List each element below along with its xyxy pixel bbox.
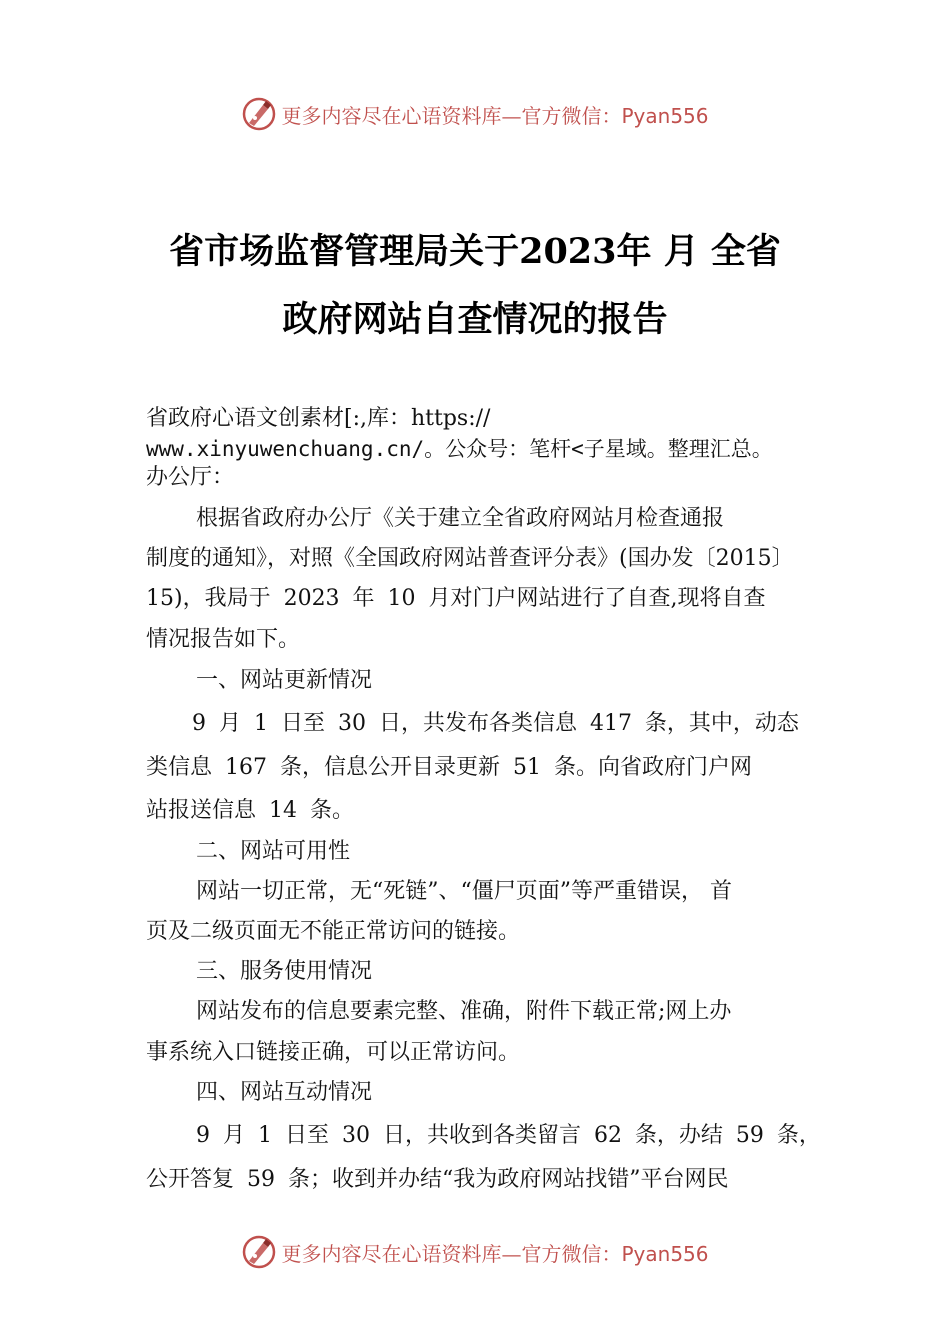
pen-logo-icon bbox=[241, 1234, 277, 1270]
intro-line4: 情况报告如下。 bbox=[146, 627, 301, 652]
intro-line2: 制度的通知》，对照《全国政府网站普查评分表》(国办发〔2015〕 bbox=[146, 546, 794, 571]
paragraph-line: 事系统入口链接正确，可以正常访问。 bbox=[146, 1040, 521, 1065]
pen-logo-icon bbox=[241, 96, 277, 132]
paragraph-line: 网站发布的信息要素完整、准确，附件下载正常;网上办 bbox=[196, 999, 732, 1024]
intro-line1: 根据省政府办公厅《关于建立全省政府网站月检查通报 bbox=[196, 506, 725, 531]
paragraph-line: 页及二级页面无不能正常访问的链接。 bbox=[146, 919, 521, 944]
document-title-line2: 政府网站自查情况的报告 bbox=[282, 299, 668, 340]
paragraph-line: 9 月 1 日至 30 日，共发布各类信息 417 条，其中，动态 bbox=[192, 711, 799, 736]
paragraph-line: 站报送信息 14 条。 bbox=[146, 798, 354, 823]
section-heading: 三、服务使用情况 bbox=[196, 959, 373, 984]
header-watermark bbox=[0, 94, 950, 134]
section-heading: 二、网站可用性 bbox=[196, 839, 351, 864]
paragraph-line: 网站一切正常，无“死链”、“僵尸页面”等严重错误， 首 bbox=[196, 879, 732, 904]
footer-watermark bbox=[0, 1232, 950, 1272]
paragraph-line: 9 月 1 日至 30 日，共收到各类留言 62 条，办结 59 条， bbox=[196, 1123, 821, 1148]
addressee-line2: www.xinyuwenchuang.cn/。公众号：笔杆<子星域。整理汇总。 bbox=[146, 437, 773, 461]
watermark-text: 更多内容尽在心语资料库—官方微信：Pyan556 bbox=[281, 1241, 709, 1266]
section-heading: 一、网站更新情况 bbox=[196, 668, 373, 693]
document-title-line1: 省市场监督管理局关于2023年 月 全省 bbox=[169, 231, 781, 272]
addressee-line1: 省政府心语文创素材[:,库：https:// bbox=[146, 406, 491, 431]
section-heading: 四、网站互动情况 bbox=[196, 1080, 373, 1105]
watermark-text: 更多内容尽在心语资料库—官方微信：Pyan556 bbox=[281, 103, 709, 128]
addressee-line3: 办公厅： bbox=[146, 465, 235, 490]
intro-line3: 15)，我局于 2023 年 10 月对门户网站进行了自查,现将自查 bbox=[146, 586, 766, 611]
paragraph-line: 公开答复 59 条；收到并办结“我为政府网站找错”平台网民 bbox=[146, 1167, 729, 1192]
paragraph-line: 类信息 167 条，信息公开目录更新 51 条。向省政府门户网 bbox=[146, 755, 752, 780]
